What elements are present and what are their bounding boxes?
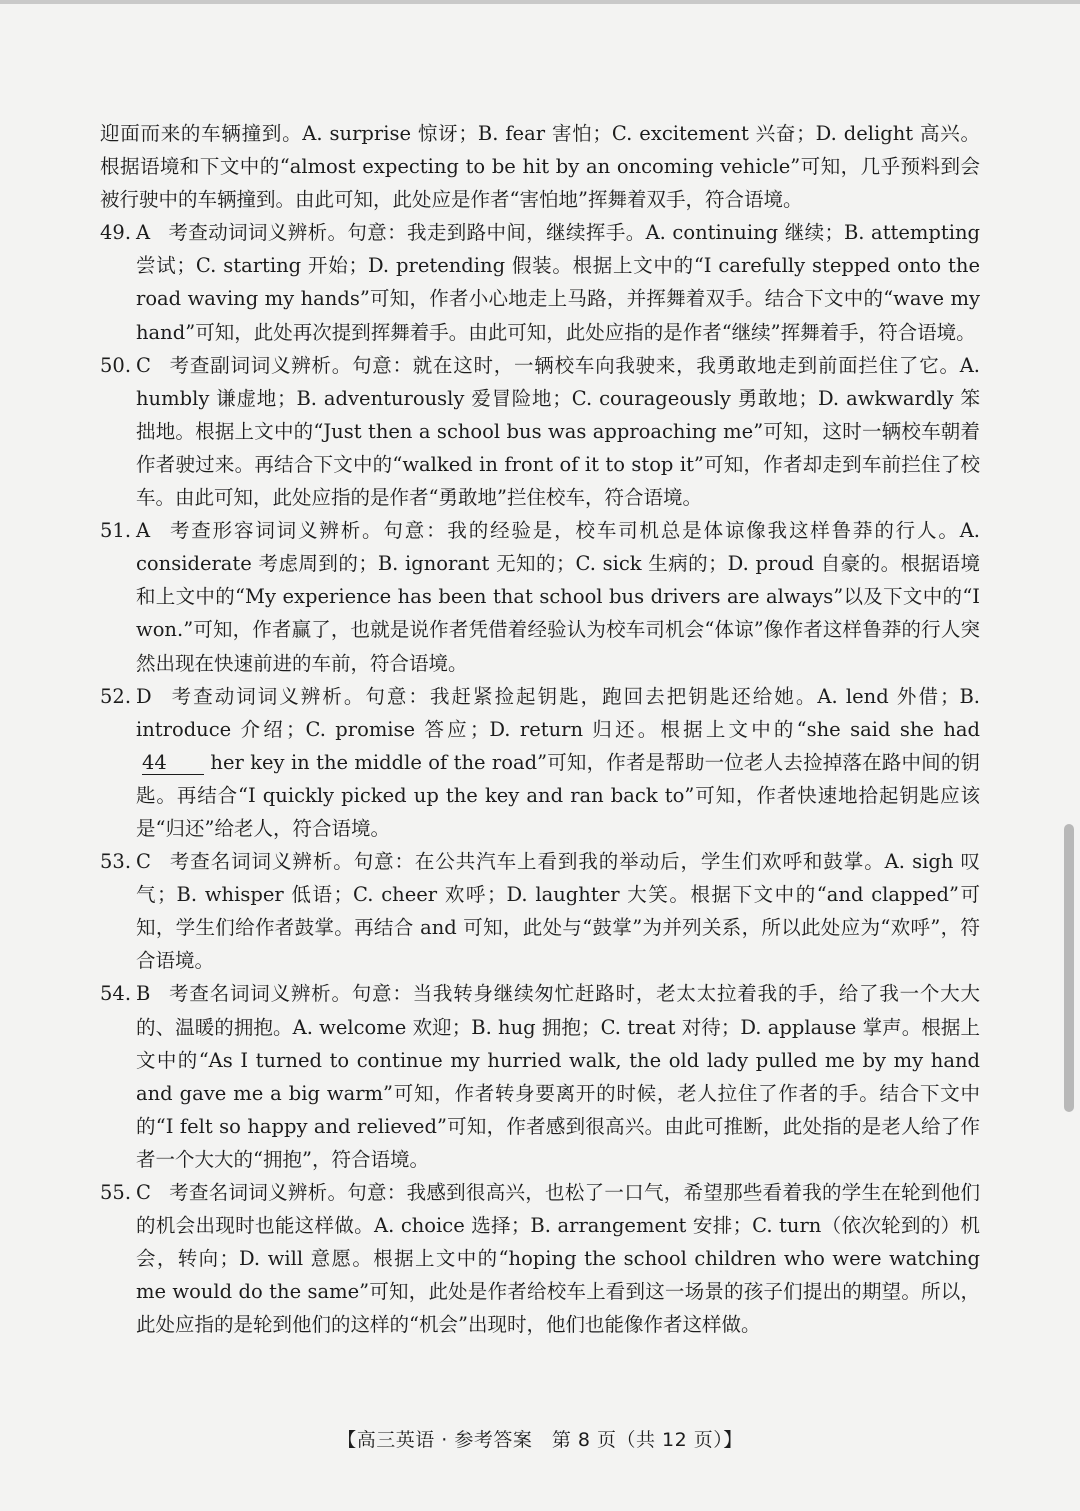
item-number: 49. — [100, 221, 132, 245]
item-number: 51. — [100, 519, 132, 543]
answer-item-52 — [100, 680, 980, 845]
item-explanation: 考查名词词义辨析。句意：在公共汽车上看到我的举动后，学生们欢呼和鼓掌。A. sigh 叹气；B. whisper 低语；C. cheer 欢呼；D. laughter 大笑。根据下文中的“and clapped”可知，学生们给作者鼓掌。再结合 and 可知，此处与“鼓掌”为并列关系，所以此处应为“欢呼”，符合语境。 — [136, 850, 980, 973]
intro-paragraph: 迎面而来的车辆撞到。A. surprise 惊讶；B. fear 害怕；C. excitement 兴奋；D. delight 高兴。根据语境和下文中的“almost expecting to be hit by an oncoming vehicle”可知，几乎预料到会被行驶中的车辆撞到。由此可知，此处应是作者“害怕地”挥舞着双手，符合语境。 — [100, 122, 980, 212]
item-explanation: 考查名词词义辨析。句意：我感到很高兴，也松了一口气，希望那些看着我的学生在轮到他们的机会出现时也能这样做。A. choice 选择；B. arrangement 安排；C. turn（依次轮到的）机会，转向；D. will 意愿。根据上文中的“hoping the school children who were watching me would do the same”可知，此处是作者给校车上看到这一场景的孩子们提出的期望。所以，此处应指的是轮到他们的这样的“机会”出现时，他们也能像作者这样做。 — [136, 1181, 980, 1337]
item-explanation: 考查名词词义辨析。句意：当我转身继续匆忙赶路时，老太太拉着我的手，给了我一个大大的、温暖的拥抱。A. welcome 欢迎；B. hug 拥抱；C. treat 对待；D. applause 掌声。根据上文中的“As I turned to continue my hurried walk, the old lady pulled me by my hand and gave me a big warm”可知，作者转身要离开的时候，老人拉住了作者的手。结合下文中的“I felt so happy and relieved”可知，作者感到很高兴。由此可推断，此处指的是老人给了作者一个大大的“拥抱”，符合语境。 — [136, 982, 980, 1171]
item-answer: C — [136, 850, 151, 874]
answer-content — [100, 117, 980, 1341]
answer-item-53 — [100, 845, 980, 977]
answer-item-49 — [100, 216, 980, 348]
item-explanation-before: 考查动词词义辨析。句意：我赶紧捡起钥匙，跑回去把钥匙还给她。A. lend 外借；B. introduce 介绍；C. promise 答应；D. return 归还。根据上文中的“she said she had — [136, 684, 980, 741]
item-answer: B — [136, 982, 151, 1006]
item-explanation: 考查副词词义辨析。句意：就在这时，一辆校车向我驶来，我勇敢地走到前面拦住了它。A. humbly 谦虚地；B. adventurously 爱冒险地；C. courageously 勇敢地；D. awkwardly 笨拙地。根据上文中的“Just then a school bus was approaching me”可知，这时一辆校车朝着作者驶过来。再结合下文中的“walked in front of it to stop it”可知，作者却走到车前拦住了校车。由此可知，此处应指的是作者“勇敢地”拦住校车，符合语境。 — [136, 353, 980, 510]
answer-item-54 — [100, 977, 980, 1176]
item-explanation: 考查形容词词义辨析。句意：我的经验是，校车司机总是体谅像我这样鲁莽的行人。A. considerate 考虑周到的；B. ignorant 无知的；C. sick 生病的；D. proud 自豪的。根据语境和上文中的“My experience has been that school bus drivers are always”以及下文中的“I won.”可知，作者赢了，也就是说作者凭借着经验认为校车司机会“体谅”像作者这样鲁莽的行人突然出现在快速前进的车前，符合语境。 — [136, 519, 980, 675]
item-explanation-after: her key in the middle of the road”可知，作者是帮助一位老人去捡掉落在路中间的钥匙。再结合“I quickly picked up the key and ran back to”可知，作者快速地拾起钥匙应该是“归还”给老人，符合语境。 — [136, 750, 981, 840]
item-number: 55. — [100, 1181, 132, 1204]
item-number: 54. — [100, 982, 132, 1006]
item-number: 50. — [100, 353, 132, 377]
item-explanation: 考查动词词义辨析。句意：我走到路中间，继续挥手。A. continuing 继续；B. attempting 尝试；C. starting 开始；D. pretending 假装。根据上文中的“I carefully stepped onto the road waving my hands”可知，作者小心地走上马路，并挥舞着双手。结合下文中的“wave my hand”可知，此处再次提到挥舞着手。由此可知，此处应指的是作者“继续”挥舞着手，符合语境。 — [136, 221, 980, 344]
item-answer: A — [136, 221, 151, 245]
item-number: 52. — [100, 684, 132, 708]
answer-item-51 — [100, 514, 980, 679]
answer-item-50 — [100, 349, 980, 514]
item-answer: D — [136, 684, 152, 708]
item-answer: A — [136, 519, 151, 543]
page-footer: 【高三英语 · 参考答案 第 8 页（共 12 页）】 — [337, 1429, 743, 1451]
item-number: 53. — [100, 850, 132, 874]
item-answer: C — [136, 353, 151, 377]
scrollbar-thumb[interactable] — [1064, 824, 1074, 1112]
document-page — [0, 4, 1080, 1511]
blank-44: 44 — [142, 752, 204, 775]
item-answer: C — [136, 1181, 151, 1204]
answer-item-55 — [100, 1176, 980, 1341]
